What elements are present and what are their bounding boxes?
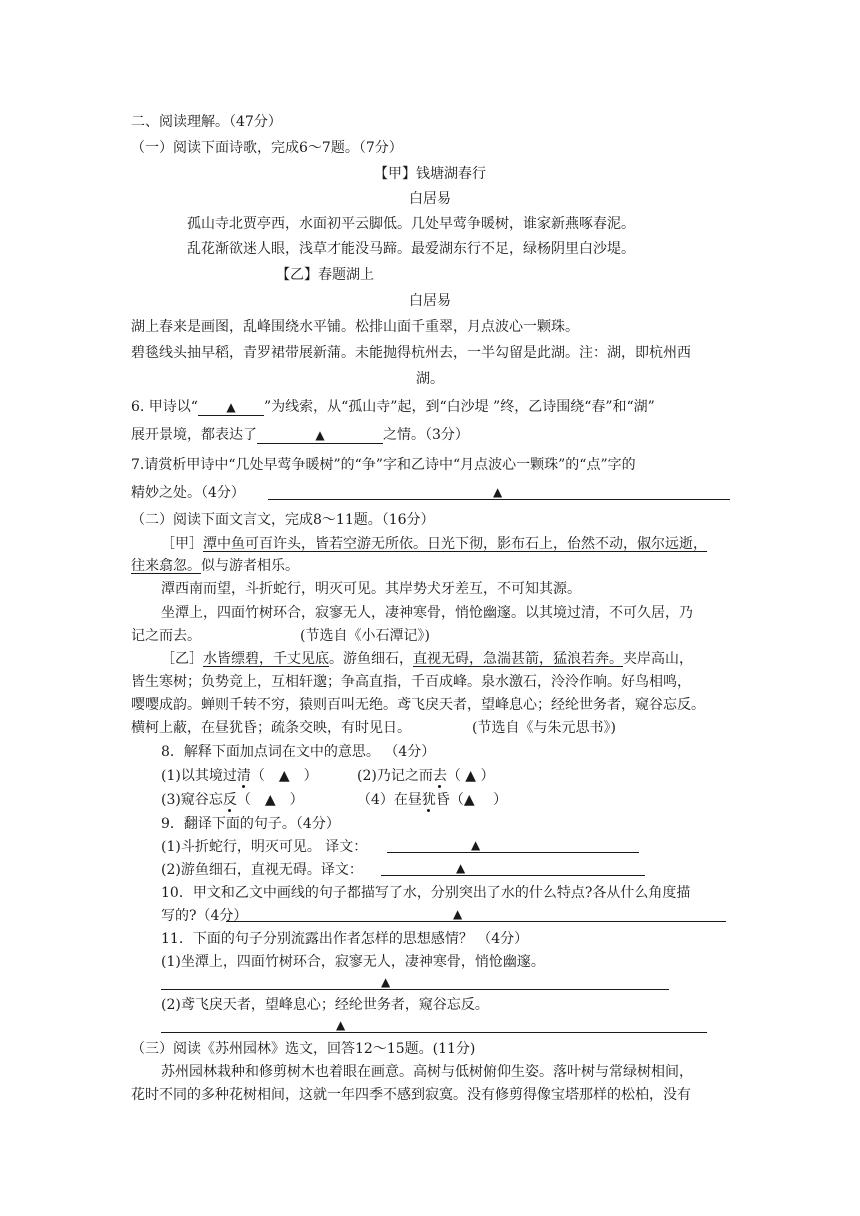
passage-b-line3: 嘤嘤成韵。蝉则千转不穷，猿则百叫无绝。鸢飞戾天者，望峰息心；经纶世务者，窥谷忘反。 (131, 697, 705, 713)
question-10-line1: 10．甲文和乙文中画线的句子都描写了水，分别突出了水的什么特点?各从什么角度描 (161, 885, 691, 901)
poem-a-line2: 乱花渐欲迷人眼，浅草才能没马蹄。最爱湖东行不足，绿杨阴里白沙堤。 (187, 241, 635, 257)
answer-marker: ▲ (453, 907, 463, 921)
underlined-sentence: 水皆缥碧，千丈见底 (203, 651, 329, 667)
dotted-word: 去 (432, 768, 447, 784)
answer-line-q9-2[interactable] (381, 875, 645, 876)
poem-b-line2: 碧毯线头抽早稻，青罗裙带展新蒲。未能抛得杭州去，一半勾留是此湖。注：湖，即杭州西 (131, 345, 691, 361)
answer-marker: ▲ (381, 975, 391, 989)
answer-line-q11-2[interactable] (161, 1032, 707, 1033)
part1-instruction: （一）阅读下面诗歌，完成6～7题。（7分） (131, 140, 403, 156)
passage-b-line2: 皆生寒树；负势竞上，互相轩邈；争高直指，千百成峰。泉水激石，泠泠作响。好鸟相鸣， (131, 674, 691, 690)
part3-line1: 苏州园林栽种和修剪树木也着眼在画意。高树与低树俯仰生姿。落叶树与常绿树相间， (161, 1064, 693, 1080)
poem-b-line1: 湖上春来是画图，乱峰围绕水平铺。松排山面千重翠，月点波心一颗珠。 (131, 319, 579, 335)
poem-b-title: 【乙】春题湖上 (276, 267, 374, 283)
question-8-item4: （4）在昼犹昏（▲ ） (357, 792, 508, 808)
question-8-item2: (2)乃记之而去（ ▲ ） (357, 768, 495, 784)
underlined-sentence: 往来翕忽。 (131, 558, 201, 574)
question-8-stem: 8．解释下面加点词在文中的意思。 （4分） (161, 744, 436, 760)
poem-a-author: 白居易 (409, 191, 451, 207)
question-9-stem: 9．翻译下面的句子。（4分） (161, 816, 340, 832)
passage-b-source: (节选自《与朱元思书》) (472, 720, 616, 736)
question-8-item1: (1)以其境过清（ ▲ ） (161, 768, 318, 784)
part3-instruction: （三）阅读《苏州园林》选文，回答12～15题。(11分) (131, 1041, 476, 1057)
question-9-item2: (2)游鱼细石，直视无碍。译文： (161, 862, 363, 878)
question-11-item2: (2)鸢飞戾天者，望峰息心；经纶世务者，窥谷忘反。 (161, 997, 489, 1013)
answer-marker: ▲ (336, 1018, 346, 1032)
answer-marker: ▲ (456, 861, 466, 875)
answer-line-q7[interactable] (268, 499, 730, 500)
passage-a-para3: 坐潭上，四面竹树环合，寂寥无人，凄神寒骨，悄怆幽邃。以其境过清，不可久居，乃 (161, 605, 693, 621)
passage-a-line1: ［甲］潭中鱼可百许头，皆若空游无所依。日光下彻，影布石上，佁然不动，俶尔远逝， (161, 536, 707, 552)
dotted-word: 清 (236, 768, 251, 784)
section-heading: 二、阅读理解。（47分） (131, 114, 282, 130)
poem-a-line1: 孤山寺北贾亭西，水面初平云脚低。几处早莺争暖树，谁家新燕啄春泥。 (187, 216, 635, 232)
answer-line-q11-1[interactable] (161, 989, 669, 990)
passage-a-source: (节选自《小石潭记》) (300, 628, 430, 644)
answer-blank[interactable]: ▲ (198, 400, 264, 416)
question-9-item1: (1)斗折蛇行，明灭可见。 译文： (161, 839, 368, 855)
question-7-line1: 7.请赏析甲诗中“几处早莺争暖树”的“争”字和乙诗中“月点波心一颗珠”的“点”字的 (131, 457, 636, 473)
poem-b-author: 白居易 (409, 293, 451, 309)
poem-a-title: 【甲】钱塘湖春行 (374, 166, 486, 182)
answer-line-q9-1[interactable] (387, 852, 639, 853)
underlined-sentence: 潭中鱼可百许头，皆若空游无所依。日光下彻，影布石上，佁然不动，俶尔远逝， (203, 536, 707, 552)
answer-marker: ▲ (471, 838, 481, 852)
question-6-line2: 展开景境，都表达了 ▲ 之情。（3分） (131, 427, 469, 443)
poem-b-line3: 湖。 (416, 371, 444, 387)
passage-a-para3-end: 记之而去。 (131, 628, 201, 644)
answer-blank[interactable]: ▲ (257, 428, 383, 444)
answer-line-q10[interactable] (226, 921, 726, 922)
question-8-item3: (3)窥谷忘反（ ▲ ） (161, 792, 304, 808)
question-6-line1: 6. 甲诗以“ ▲ ”为线索，从“孤山寺”起，到“白沙堤 ”终，乙诗围绕“春”和“湖” (131, 399, 655, 415)
dotted-word: 反 (222, 792, 237, 808)
underlined-sentence: 直视无碍，急湍甚箭，猛浪若奔。 (413, 651, 623, 667)
passage-b-line1: ［乙］水皆缥碧，千丈见底。游鱼细石，直视无碍，急湍甚箭，猛浪若奔。夹岸高山， (161, 651, 693, 667)
question-10-line2: 写的?（4分） (161, 908, 248, 924)
dotted-word: 犹 (421, 792, 436, 808)
passage-a-para2: 潭西南而望，斗折蛇行，明灭可见。其岸势犬牙差互，不可知其源。 (161, 581, 581, 597)
answer-marker: ▲ (493, 485, 503, 499)
question-11-stem: 11．下面的句子分别流露出作者怎样的思想感情？ （4分） (161, 931, 529, 947)
question-7-line2: 精妙之处。（4分） (131, 485, 245, 501)
part2-instruction: （二）阅读下面文言文，完成8～11题。（16分） (131, 512, 435, 528)
question-11-item1: (1)坐潭上，四面竹树环合，寂寥无人，凄神寒骨，悄怆幽邃。 (161, 954, 545, 970)
part3-line2: 花时不同的多种花树相间，这就一年四季不感到寂寞。没有修剪得像宝塔那样的松柏，没有 (131, 1087, 691, 1103)
passage-b-line4: 横柯上蔽，在昼犹昏；疏条交映，有时见日。 (131, 720, 411, 736)
passage-a-line2: 往来翕忽。似与游者相乐。 (131, 558, 299, 574)
